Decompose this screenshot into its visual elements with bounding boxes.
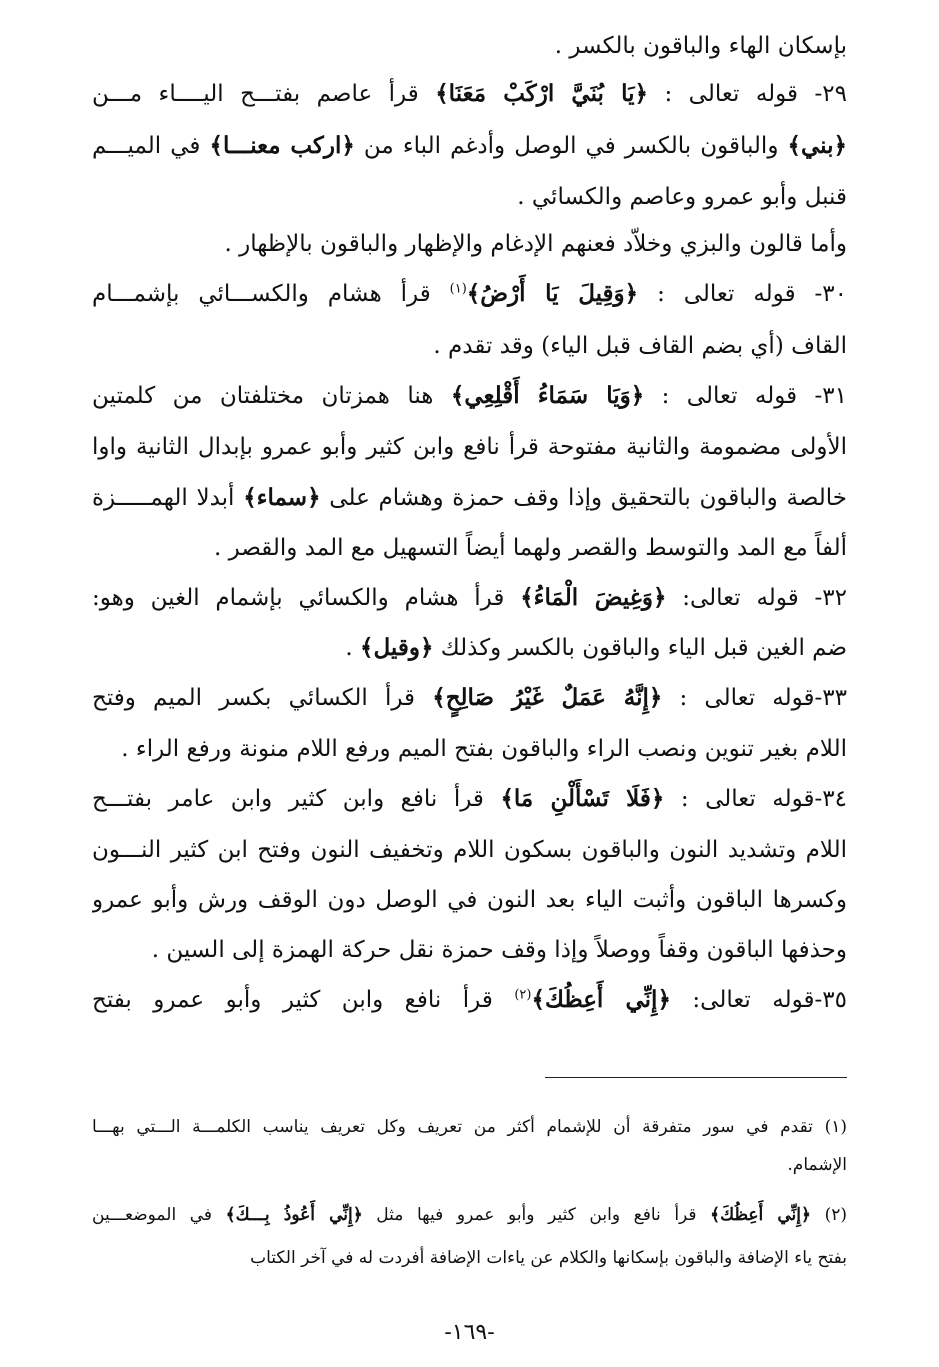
footnote-separator: [545, 1077, 847, 1078]
text-run: اللام وتشديد النون والباقون بسكون اللام وتخفيف النون وفتح ابن كثير النـــون: [92, 837, 847, 863]
body-line: [92, 74, 847, 114]
quran-citation: ﴿يَا بُنَيَّ ارْكَبْ مَعَنَا﴾: [435, 80, 648, 107]
footnote-line: [92, 1112, 847, 1142]
body-line: [92, 528, 847, 568]
footnote-marker: (١): [449, 281, 467, 297]
text-run: قرأ نافع وابن كثير وابن عامر بفتـــح: [92, 786, 501, 812]
text-run: ٢٩- قوله تعالى :: [647, 81, 847, 107]
text-run: (١) تقدم في سور متفرقة أن للإشمام أكثر من تعريف وكل تعريف يناسب الكلمـــة الـــتي بهـــا: [92, 1117, 847, 1137]
body-line: [92, 930, 847, 970]
text-run: .: [345, 635, 361, 661]
text-run: وأما قالون والبزي وخلاّد فعنهم الإدغام والإظهار والباقون بالإظهار .: [224, 231, 847, 257]
text-run: قرأ هشام والكسائي بإشمام الغين وهو:: [92, 585, 521, 611]
body-line: [92, 26, 847, 66]
text-run: قرأ نافع وابن كثير وأبو عمرو فيها مثل: [362, 1205, 711, 1225]
text-run: وحذفها الباقون وقفاً ووصلاً وإذا وقف حمزة نقل حركة الهمزة إلى السين .: [151, 937, 847, 963]
text-run: هنا همزتان مختلفتان من كلمتين: [92, 383, 451, 409]
text-run: ٣٥-قوله تعالى:: [670, 987, 847, 1013]
text-run: بفتح ياء الإضافة والباقون بإسكانها والكلام عن ياءات الإضافة أفردت له في آخر الكتاب: [250, 1248, 847, 1268]
quran-citation: ﴿بني﴾: [787, 132, 847, 159]
footnote-line: [92, 1150, 847, 1180]
body-line: [92, 980, 847, 1020]
quran-citation: ﴿سماء﴾: [243, 484, 321, 511]
body-line: [92, 376, 847, 416]
body-line: [92, 126, 847, 166]
body-line: [92, 427, 847, 467]
text-run: قنبل وأبو عمرو وعاصم والكسائي .: [517, 184, 847, 210]
body-line: [92, 678, 847, 718]
text-run: ٣٠- قوله تعالى :: [638, 281, 847, 307]
quran-citation: ﴿إِنِّي أَعِظُكَ﴾: [710, 1205, 811, 1225]
text-run: والباقون بالكسر في الوصل وأدغم الباء من: [354, 133, 788, 159]
text-run: أبدلا الهمـــــزة: [92, 485, 244, 511]
body-line: [92, 779, 847, 819]
text-run: قرأ هشام والكســـائي بإشمـــام: [92, 281, 450, 307]
quran-citation: ﴿وَغِيضَ الْمَاءُ﴾: [520, 584, 667, 611]
text-run: الإشمام.: [787, 1155, 847, 1175]
footnote-marker: (٢): [514, 987, 532, 1003]
quran-citation: ﴿وقيل﴾: [360, 634, 434, 661]
text-run: ٣٢- قوله تعالى:: [666, 585, 847, 611]
text-run: بإسكان الهاء والباقون بالكسر .: [554, 33, 847, 59]
quran-citation: ﴿وَقِيلَ يَا أَرْضُ﴾: [466, 280, 639, 307]
text-run: ٣٤-قوله تعالى :: [664, 786, 847, 812]
quran-citation: ﴿إِنِّي أَعِظُكَ﴾: [531, 986, 671, 1013]
body-line: [92, 628, 847, 668]
footnote-line: [92, 1200, 847, 1230]
text-run: وكسرها الباقون وأثبت الياء بعد النون في الوصل دون الوقف ورش وأبو عمرو: [92, 887, 847, 913]
text-run: ضم الغين قبل الياء والباقون بالكسر وكذلك: [433, 635, 847, 661]
quran-citation: ﴿اركب معنـــا﴾: [209, 132, 355, 159]
quran-citation: ﴿فَلَا تَسْأَلْنِ مَا﴾: [500, 785, 665, 812]
quran-citation: ﴿وَيَا سَمَاءُ أَقْلِعِي﴾: [450, 382, 645, 409]
text-run: اللام بغير تنوين ونصب الراء والباقون بفتح الميم ورفع اللام منونة ورفع الراء .: [121, 736, 847, 762]
page-number: -١٦٩-: [444, 1320, 495, 1345]
text-run: الأولى مضمومة والثانية مفتوحة قرأ نافع وابن كثير وأبو عمرو بإبدال الثانية واوا: [92, 434, 847, 460]
body-line: [92, 274, 847, 314]
text-run: (٢): [810, 1205, 847, 1225]
body-line: [92, 729, 847, 769]
text-run: القاف (أي بضم القاف قبل الياء) وقد تقدم .: [433, 333, 847, 359]
quran-citation: ﴿إِنَّهُ عَمَلٌ غَيْرُ صَالِحٍ﴾: [432, 684, 663, 711]
footnote-line: [92, 1243, 847, 1273]
text-run: قرأ عاصم بفتـــح اليــــاء مـــن: [92, 81, 436, 107]
body-line: [92, 830, 847, 870]
text-run: في الموضعـــين: [92, 1205, 226, 1225]
text-run: قرأ نافع وابن كثير وأبو عمرو بفتح: [92, 987, 515, 1013]
text-run: خالصة والباقون بالتحقيق وإذا وقف حمزة وهشام على: [320, 485, 847, 511]
body-line: [92, 880, 847, 920]
body-line: [92, 224, 847, 264]
body-line: [92, 578, 847, 618]
text-run: ٣١- قوله تعالى :: [644, 383, 847, 409]
quran-citation: ﴿إِنِّي أَعُوذُ بِـــكَ﴾: [225, 1205, 363, 1225]
text-run: قرأ الكسائي بكسر الميم وفتح: [92, 685, 433, 711]
body-line: [92, 478, 847, 518]
text-run: ألفاً مع المد والتوسط والقصر ولهما أيضاً التسهيل مع المد والقصر .: [214, 535, 847, 561]
text-run: في الميـــم: [92, 133, 210, 159]
body-line: [92, 326, 847, 366]
text-run: ٣٣-قوله تعالى :: [662, 685, 847, 711]
body-line: [92, 177, 847, 217]
